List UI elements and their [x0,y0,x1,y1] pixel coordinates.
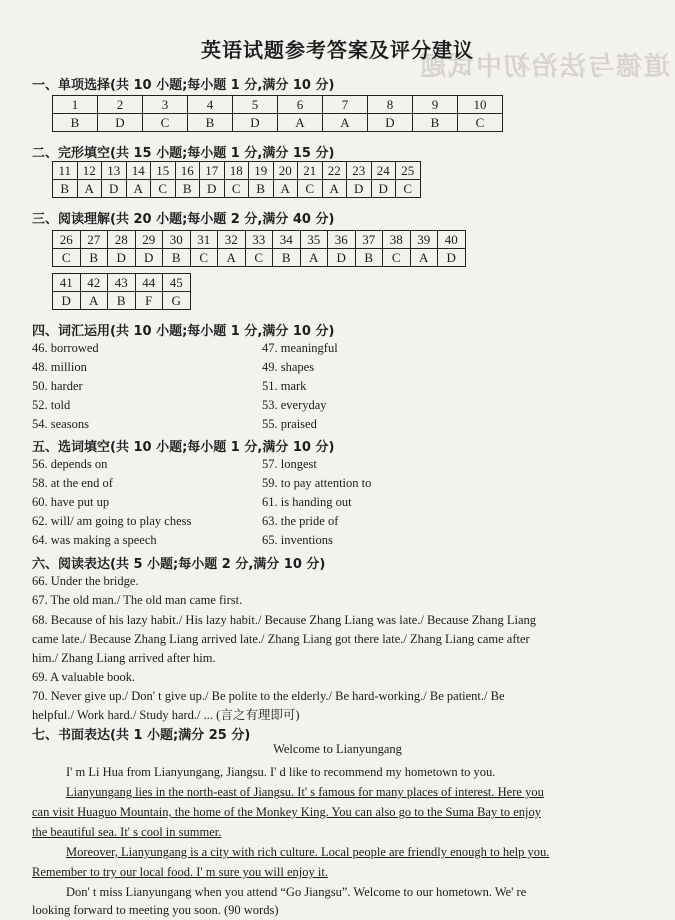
question-number-row [53,231,466,249]
question-number-cell: 43 [108,274,136,292]
answer-cell: D [371,180,396,198]
bleed-through-text: 道德与法治初中试题 [417,52,670,81]
section-2-answer-table [52,161,421,198]
answer-item: 50. harder [32,379,83,393]
question-number-cell: 40 [438,231,466,249]
question-number-cell: 7 [323,96,368,114]
section-1-heading: 一、单项选择(共 10 小题;每小题 1 分,满分 10 分) [32,78,335,93]
answer-item: 68. Because of his lazy habit./ His lazy habit./ Because Zhang Liang was late./ Because Zhang Liang [32,613,537,627]
answer-cell: D [438,249,466,267]
answer-row [53,180,421,198]
answer-cell: F [135,292,163,310]
answer-item: 65. inventions [262,533,333,547]
essay-line: looking forward to meeting you soon. (90 words) [32,903,279,917]
question-number-cell: 2 [98,96,143,114]
question-number-cell: 10 [458,96,503,114]
question-number-cell: 42 [80,274,108,292]
answer-cell: B [249,180,274,198]
question-number-cell: 4 [188,96,233,114]
answer-item: 62. will/ am going to play chess [32,514,192,528]
answer-cell: B [273,249,301,267]
answer-row [53,249,466,267]
answer-cell: A [126,180,151,198]
answer-item: 69. A valuable book. [32,670,136,684]
answer-cell: C [143,114,188,132]
question-number-cell: 25 [396,162,421,180]
answer-cell: D [233,114,278,132]
question-number-row [53,274,191,292]
question-number-cell: 27 [80,231,108,249]
answer-cell: A [278,114,323,132]
answer-cell: C [53,249,81,267]
answer-cell: G [163,292,191,310]
answer-item: 59. to pay attention to [262,476,372,490]
essay-title: Welcome to Lianyungang [273,742,402,756]
essay-line: I' m Li Hua from Lianyungang, Jiangsu. I' d like to recommend my hometown to you. [66,765,496,779]
answer-item: 55. praised [262,417,317,431]
question-number-cell: 14 [126,162,151,180]
section-3-heading: 三、阅读理解(共 20 小题;每小题 2 分,满分 40 分) [32,212,335,227]
answer-item: 53. everyday [262,398,327,412]
essay-line: Don' t miss Lianyungang when you attend “Go Jiangsu”. Welcome to our hometown. We' re [66,885,527,899]
question-number-cell: 37 [355,231,383,249]
question-number-cell: 17 [200,162,225,180]
answer-cell: D [108,249,136,267]
question-number-cell: 3 [143,96,188,114]
answer-cell: B [413,114,458,132]
page-title: 英语试题参考答案及评分建议 [201,38,474,62]
answer-item: 64. was making a speech [32,533,157,547]
answer-item: 61. is handing out [262,495,352,509]
answer-cell: D [347,180,372,198]
question-number-cell: 32 [218,231,246,249]
answer-cell: C [458,114,503,132]
question-number-cell: 5 [233,96,278,114]
answer-cell: C [396,180,421,198]
section-6-heading: 六、阅读表达(共 5 小题;每小题 2 分,满分 10 分) [32,557,326,572]
answer-cell: A [322,180,347,198]
answer-cell: A [410,249,438,267]
question-number-cell: 13 [102,162,127,180]
question-number-cell: 30 [163,231,191,249]
essay-line: can visit Huaguo Mountain, the home of the Monkey King. You can also go to the Suma Bay to enjoy [32,805,541,819]
question-number-cell: 20 [273,162,298,180]
answer-cell: D [135,249,163,267]
answer-cell: D [200,180,225,198]
question-number-cell: 28 [108,231,136,249]
question-number-cell: 41 [53,274,81,292]
question-number-cell: 35 [300,231,328,249]
answer-cell: D [368,114,413,132]
essay-line: Remember to try our local food. I' m sure you will enjoy it. [32,865,328,879]
section-1-answer-table [52,95,503,132]
answer-cell: C [224,180,249,198]
answer-item: came late./ Because Zhang Liang arrived late./ Zhang Liang got there late./ Zhang Liang came after [32,632,530,646]
section-7-heading: 七、书面表达(共 1 小题;满分 25 分) [32,728,251,743]
answer-item: 56. depends on [32,457,108,471]
question-number-cell: 33 [245,231,273,249]
answer-item: him./ Zhang Liang arrived after him. [32,651,216,665]
question-number-cell: 39 [410,231,438,249]
question-number-cell: 11 [53,162,78,180]
answer-cell: A [323,114,368,132]
question-number-cell: 16 [175,162,200,180]
question-number-cell: 29 [135,231,163,249]
question-number-cell: 36 [328,231,356,249]
answer-cell: C [151,180,176,198]
answer-item: 46. borrowed [32,341,99,355]
answer-item: 70. Never give up./ Don' t give up./ Be polite to the elderly./ Be hard-working./ Be patient./ Be [32,689,505,703]
answer-cell: C [190,249,218,267]
answer-item: 51. mark [262,379,307,393]
question-number-cell: 34 [273,231,301,249]
answer-cell: D [328,249,356,267]
answer-item: 48. million [32,360,87,374]
answer-item: 67. The old man./ The old man came first. [32,593,243,607]
essay-line: Moreover, Lianyungang is a city with rich culture. Local people are friendly enough to help you. [66,845,550,859]
section-3-answer-table [52,230,466,267]
answer-cell: B [53,114,98,132]
answer-row [53,114,503,132]
question-number-cell: 23 [347,162,372,180]
question-number-cell: 44 [135,274,163,292]
answer-cell: A [80,292,108,310]
answer-cell: C [298,180,323,198]
question-number-cell: 24 [371,162,396,180]
answer-cell: C [383,249,411,267]
answer-cell: C [245,249,273,267]
question-number-cell: 12 [77,162,102,180]
section-5-heading: 五、选词填空(共 10 小题;每小题 1 分,满分 10 分) [32,440,335,455]
answer-cell: D [53,292,81,310]
answer-item: 49. shapes [262,360,315,374]
answer-cell: B [175,180,200,198]
question-number-row [53,96,503,114]
essay-line: the beautiful sea. It' s cool in summer. [32,825,222,839]
answer-item: 58. at the end of [32,476,113,490]
question-number-cell: 9 [413,96,458,114]
answer-item: 52. told [32,398,71,412]
question-number-cell: 19 [249,162,274,180]
answer-cell: A [77,180,102,198]
answer-cell: B [108,292,136,310]
answer-cell: B [188,114,233,132]
question-number-cell: 21 [298,162,323,180]
essay-line: Lianyungang lies in the north-east of Jiangsu. It' s famous for many places of interest. Here you [66,785,544,799]
question-number-cell: 45 [163,274,191,292]
answer-cell: B [355,249,383,267]
question-number-cell: 38 [383,231,411,249]
question-number-cell: 15 [151,162,176,180]
answer-cell: D [98,114,143,132]
section-2-heading: 二、完形填空(共 15 小题;每小题 1 分,满分 15 分) [32,146,335,161]
question-number-cell: 8 [368,96,413,114]
answer-cell: B [53,180,78,198]
question-number-cell: 31 [190,231,218,249]
question-number-cell: 6 [278,96,323,114]
answer-item: 63. the pride of [262,514,339,528]
answer-item: 57. longest [262,457,317,471]
answer-item: 60. have put up [32,495,110,509]
answer-item: 66. Under the bridge. [32,574,139,588]
answer-cell: B [163,249,191,267]
question-number-cell: 22 [322,162,347,180]
answer-cell: B [80,249,108,267]
answer-cell: A [273,180,298,198]
section-4-heading: 四、词汇运用(共 10 小题;每小题 1 分,满分 10 分) [32,324,335,339]
answer-item: 47. meaningful [262,341,338,355]
answer-item: 54. seasons [32,417,89,431]
question-number-cell: 1 [53,96,98,114]
question-number-cell: 26 [53,231,81,249]
answer-cell: D [102,180,127,198]
question-number-row [53,162,421,180]
answer-cell: A [300,249,328,267]
question-number-cell: 18 [224,162,249,180]
answer-row [53,292,191,310]
answer-item: helpful./ Work hard./ Study hard./ ... (言之有理即可) [32,708,300,722]
section-3-answer-table-2 [52,273,191,310]
answer-cell: A [218,249,246,267]
